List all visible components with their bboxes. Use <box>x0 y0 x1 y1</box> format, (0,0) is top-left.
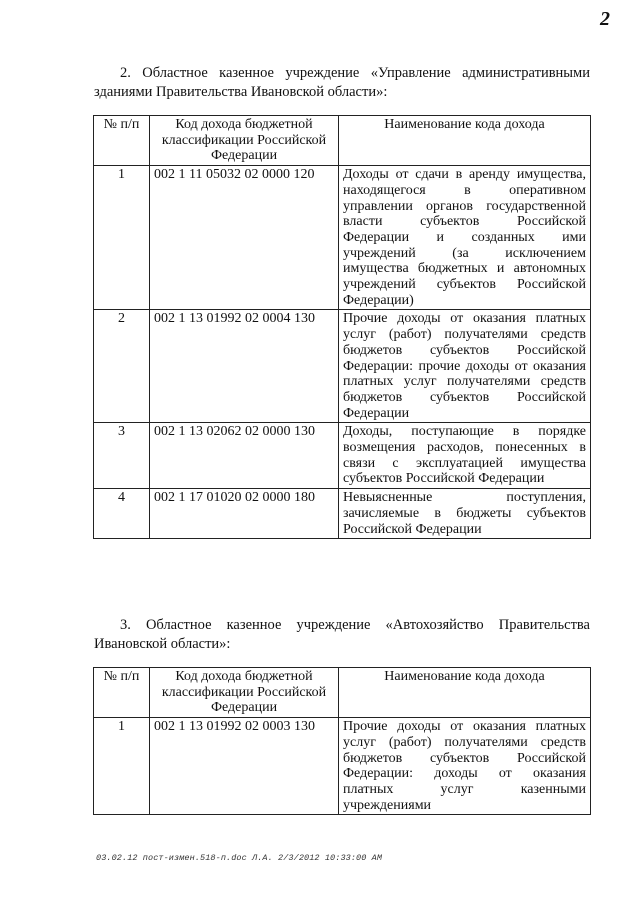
table-header-row <box>94 668 591 718</box>
column-header-number: № п/п <box>94 116 150 166</box>
row-number: 4 <box>94 489 150 539</box>
table-row <box>94 423 591 489</box>
table-row <box>94 166 591 310</box>
income-name: Доходы, поступающие в порядке возмещения расходов, понесенных в связи с эксплуатацией имущества субъектов Российской Федерации <box>339 423 591 489</box>
row-number: 2 <box>94 310 150 423</box>
table-header-row <box>94 116 591 166</box>
section-2-table <box>93 115 591 539</box>
column-header-code: Код дохода бюджетной классификации Российской Федерации <box>150 668 339 718</box>
income-code: 002 1 17 01020 02 0000 180 <box>150 489 339 539</box>
income-name: Невыясненные поступления, зачисляемые в бюджеты субъектов Российской Федерации <box>339 489 591 539</box>
section-3-table <box>93 667 591 815</box>
income-code: 002 1 13 01992 02 0003 130 <box>150 718 339 815</box>
income-name: Прочие доходы от оказания платных услуг (работ) получателями средств бюджетов субъектов Российской Федерации: прочие доходы от оказания платных услуг получателями средств бюджетов субъектов Российской Федерации <box>339 310 591 423</box>
section-2-heading: 2. Областное казенное учреждение «Управление административными зданиями Правительства Ивановской области»: <box>94 65 590 100</box>
section-3-heading: 3. Областное казенное учреждение «Автохозяйство Правительства Ивановской области»: <box>94 617 590 652</box>
page-number: 2 <box>600 8 610 30</box>
income-name: Доходы от сдачи в аренду имущества, находящегося в оперативном управлении органов государственной власти субъектов Российской Федерации и созданных ими учреждений (за исключением имущества бюджетных и автономных учреждений субъектов Российской Федерации) <box>339 166 591 310</box>
row-number: 1 <box>94 718 150 815</box>
row-number: 3 <box>94 423 150 489</box>
document-footer: 03.02.12 пост-измен.518-п.doc Л.А. 2/3/2012 10:33:00 AM <box>96 853 383 863</box>
column-header-name: Наименование кода дохода <box>339 668 591 718</box>
table-row <box>94 310 591 423</box>
column-header-code: Код дохода бюджетной классификации Российской Федерации <box>150 116 339 166</box>
row-number: 1 <box>94 166 150 310</box>
income-code: 002 1 13 02062 02 0000 130 <box>150 423 339 489</box>
table-row <box>94 718 591 815</box>
table-row <box>94 489 591 539</box>
income-name: Прочие доходы от оказания платных услуг (работ) получателями средств бюджетов субъектов Российской Федерации: доходы от оказания платных услуг казенными учреждениями <box>339 718 591 815</box>
column-header-name: Наименование кода дохода <box>339 116 591 166</box>
column-header-number: № п/п <box>94 668 150 718</box>
income-code: 002 1 13 01992 02 0004 130 <box>150 310 339 423</box>
income-code: 002 1 11 05032 02 0000 120 <box>150 166 339 310</box>
